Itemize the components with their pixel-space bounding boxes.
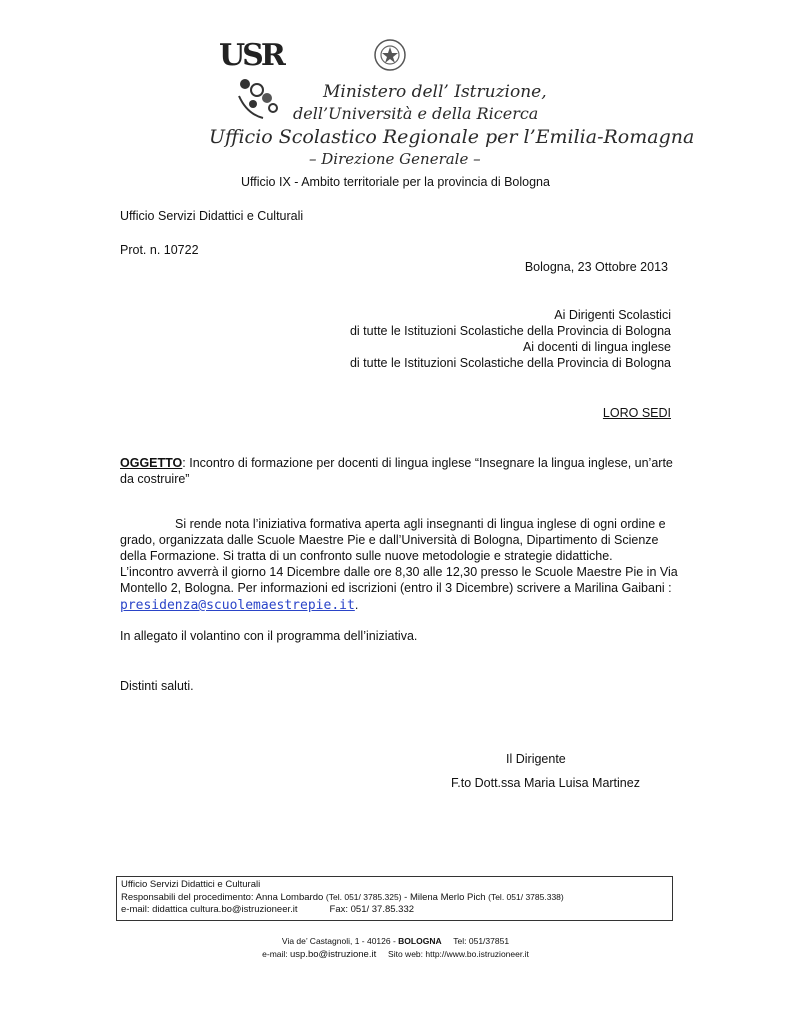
- subject-line: [120, 455, 673, 471]
- letterhead: [205, 30, 695, 180]
- email-line: [120, 596, 358, 614]
- email-link[interactable]: presidenza@scuolemaestrepie.it: [120, 598, 355, 613]
- signature-name: F.to Dott.ssa Maria Luisa Martinez: [451, 776, 640, 790]
- address-line: Via de’ Castagnoli, 1 - 40126 - BOLOGNA Tel: 051/37851: [281, 936, 510, 946]
- body-line: della Formazione. Si tratta di un confronto sulle nuove metodologie e strategie didattiche.: [120, 549, 613, 563]
- body-line: Montello 2, Bologna. Per informazioni ed iscrizioni (entro il 3 Dicembre) scrivere a Marilina Gaibani :: [120, 581, 672, 595]
- italian-republic-emblem-icon: [373, 38, 407, 72]
- recipient-line: di tutte le Istituzioni Scolastiche della Provincia di Bologna: [349, 356, 671, 370]
- attachment-note: In allegato il volantino con il programma dell’iniziativa.: [120, 629, 418, 643]
- email-suffix: .: [354, 598, 359, 612]
- regional-office-line: Ufficio Scolastico Regionale per l’Emilia-Romagna: [209, 126, 695, 148]
- date-place: Bologna, 23 Ottobre 2013: [524, 260, 668, 274]
- body-line: Si rende nota l’iniziativa formativa aperta agli insegnanti di lingua inglese di ogni ordine e: [175, 517, 666, 531]
- web-line: e-mail: usp.bo@istruzione.it Sito web: http://www.bo.istruzioneer.it: [262, 949, 529, 960]
- footer-contacts: [121, 904, 668, 916]
- recipient-line: Ai docenti di lingua inglese: [522, 340, 671, 354]
- office-heading: Ufficio IX - Ambito territoriale per la provincia di Bologna: [241, 175, 550, 189]
- body-line: L’incontro avverrà il giorno 14 Dicembre dalle ore 8,30 alle 12,30 presso le Scuole Maestre Pie in Via: [120, 565, 678, 579]
- closing-greeting: Distinti saluti.: [120, 679, 194, 693]
- office-email[interactable]: usp.bo@istruzione.it: [290, 949, 377, 960]
- signature-title: Il Dirigente: [506, 752, 566, 766]
- footer-email: e-mail: didattica cultura.bo@istruzioneer.it: [121, 904, 298, 915]
- footer-box: [116, 876, 673, 921]
- recipient-line: Ai Dirigenti Scolastici: [554, 308, 671, 322]
- usr-logo-text: USR: [219, 38, 283, 73]
- subject-line-2: da costruire”: [120, 472, 190, 486]
- footer-fax: Fax: 051/ 37.85.332: [329, 904, 415, 915]
- recipients-block: [350, 307, 671, 371]
- department-name: Ufficio Servizi Didattici e Culturali: [120, 209, 304, 223]
- address-block: [0, 935, 791, 961]
- directorate-line: – Direzione Generale –: [309, 150, 481, 168]
- footer-department: Ufficio Servizi Didattici e Culturali: [121, 879, 261, 890]
- subject-text: : Incontro di formazione per docenti di lingua inglese “Insegnare la lingua inglese, un’arte: [182, 456, 673, 470]
- logo-figure-icon: [233, 74, 283, 122]
- footer-responsibles: Responsabili del procedimento: Anna Lombardo (Tel. 051/ 3785.325) - Milena Merlo Pich (Tel. 051/ 3785.338): [121, 892, 564, 903]
- loro-sedi: LORO SEDI: [602, 406, 671, 420]
- university-line: dell’Università e della Ricerca: [293, 104, 539, 123]
- city: BOLOGNA: [398, 936, 442, 946]
- recipient-line: di tutte le Istituzioni Scolastiche della Provincia di Bologna: [349, 324, 671, 338]
- subject-label: OGGETTO: [120, 456, 183, 470]
- body-line: grado, organizzata dalle Scuole Maestre Pie e dall’Università di Bologna, Dipartimento di Scienze: [120, 533, 659, 547]
- usr-logo: [219, 38, 283, 128]
- protocol-number: Prot. n. 10722: [120, 243, 199, 257]
- ministry-line: Ministero dell’ Istruzione,: [323, 82, 547, 102]
